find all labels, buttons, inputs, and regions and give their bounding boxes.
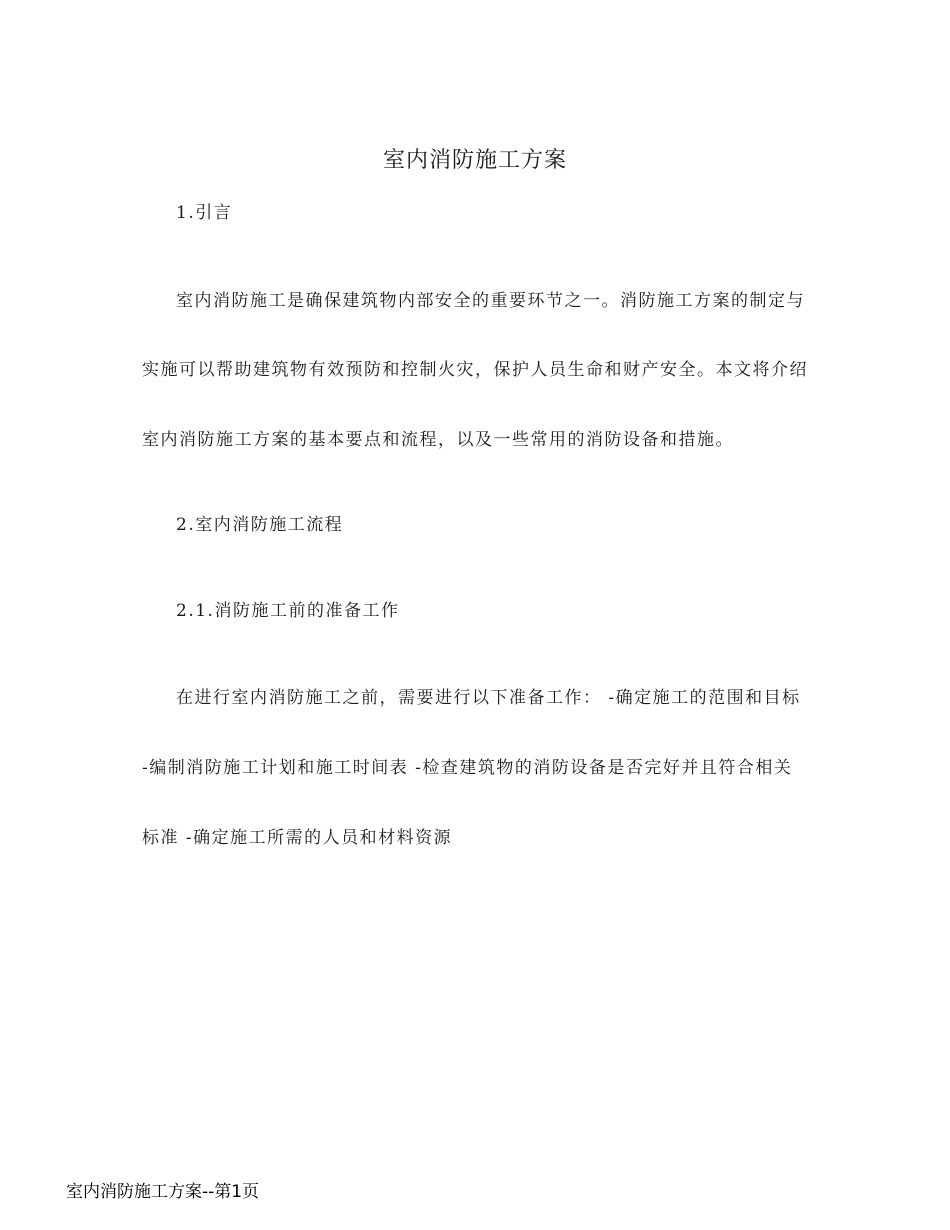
section-2-1-heading: 2.1.消防施工前的准备工作 <box>176 601 400 621</box>
paragraph-2-line-3: 标准 -确定施工所需的人员和材料资源 <box>142 828 453 848</box>
paragraph-1-line-3: 室内消防施工方案的基本要点和流程，以及一些常用的消防设备和措施。 <box>142 430 734 450</box>
section-2-heading: 2.室内消防施工流程 <box>176 515 344 535</box>
paragraph-2-line-2: -编制消防施工计划和施工时间表 -检查建筑物的消防设备是否完好并且符合相关 <box>142 758 793 778</box>
page-footer: 室内消防施工方案--第1页 <box>66 1182 260 1202</box>
paragraph-1-line-2: 实施可以帮助建筑物有效预防和控制火灾，保护人员生命和财产安全。本文将介绍 <box>142 360 808 380</box>
section-1-heading: 1.引言 <box>176 203 233 223</box>
document-title: 室内消防施工方案 <box>382 148 567 173</box>
paragraph-2-line-1: 在进行室内消防施工之前，需要进行以下准备工作： -确定施工的范围和目标 <box>176 688 801 708</box>
paragraph-1-line-1: 室内消防施工是确保建筑物内部安全的重要环节之一。消防施工方案的制定与 <box>176 291 805 311</box>
